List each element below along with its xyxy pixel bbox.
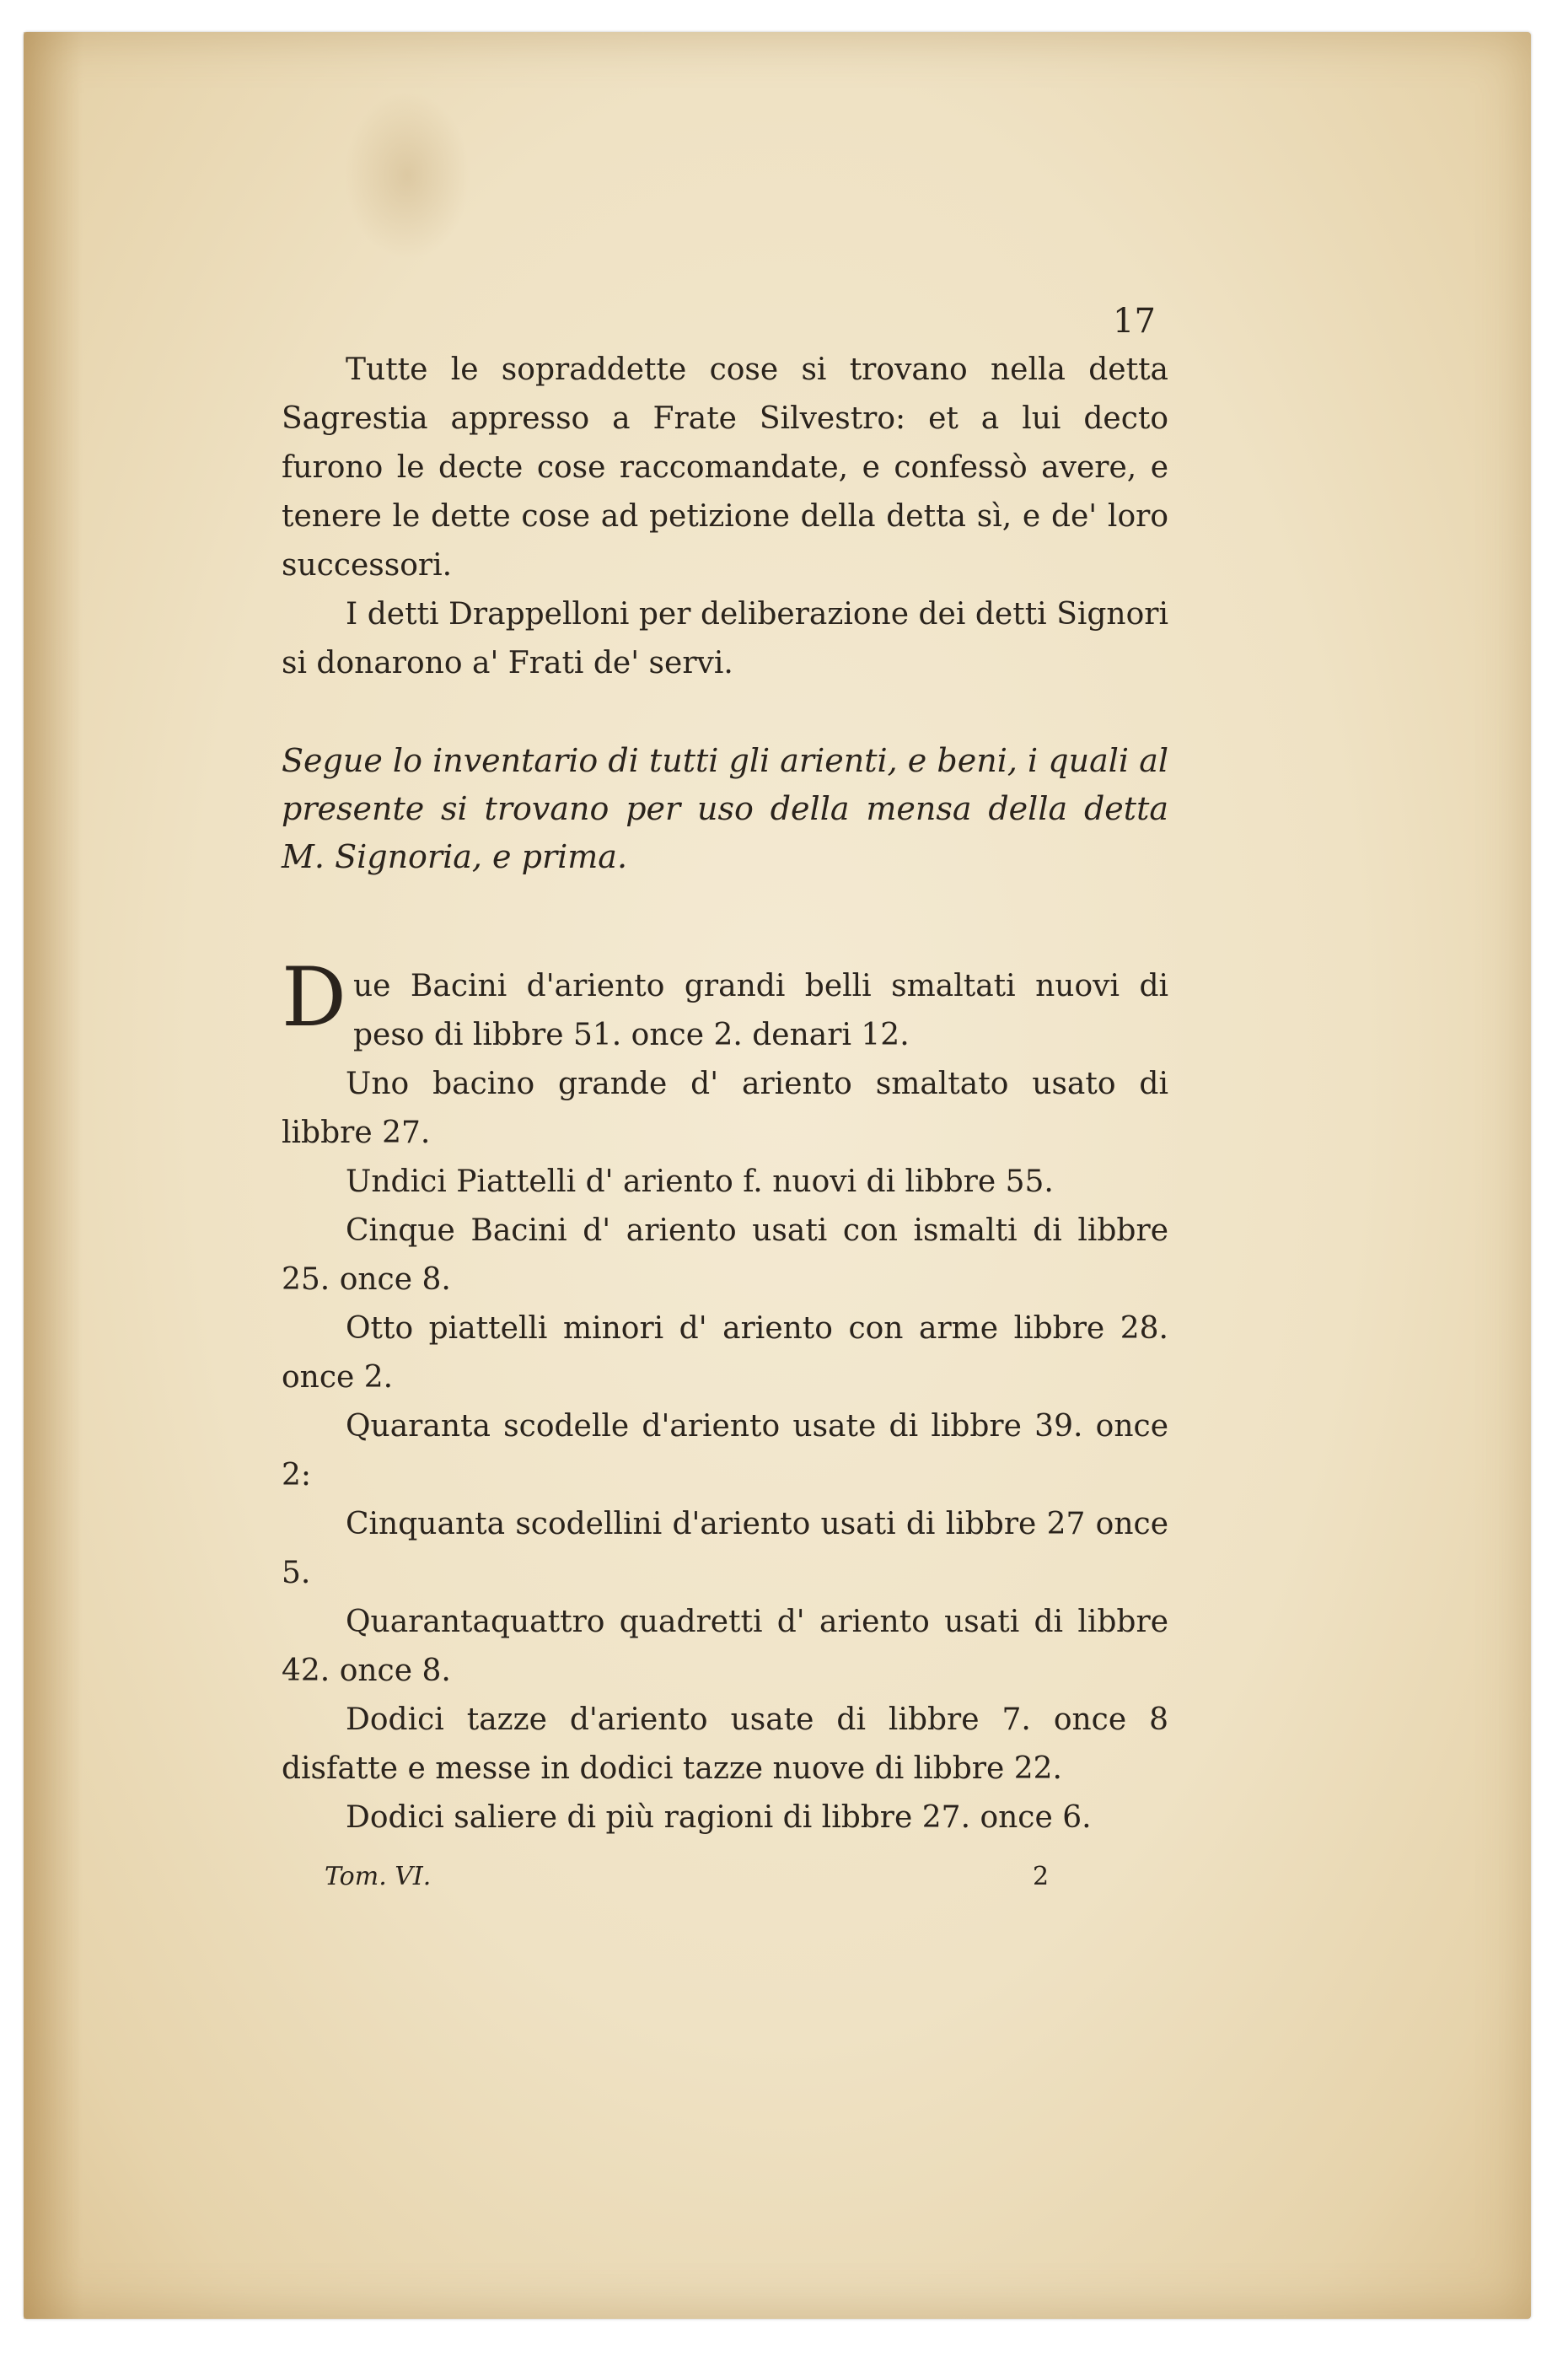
- binding-edge: [24, 32, 83, 2319]
- entry-otto-piattelli: Otto piattelli minori d' ariento con arme libbre 28. once 2.: [282, 1311, 1168, 1395]
- first-entry: [282, 950, 1168, 1060]
- page-number: 17: [1113, 302, 1156, 341]
- entry-dodici-tazze: Dodici tazze d'ariento usate di libbre 7. once 8 disfatte e messe in dodici tazze nuove di libbre 22.: [282, 1702, 1168, 1786]
- entry-cinque-bacini: Cinque Bacini d' ariento usati con ismalti di libbre 25. once 8.: [282, 1213, 1168, 1297]
- paragraph-drappelloni: I detti Drappelloni per deliberazione dei detti Signori si donarono a' Frati de' servi.: [282, 597, 1168, 680]
- footer-volume: Tom. VI.: [325, 1862, 432, 1891]
- text-block: [282, 346, 1168, 1842]
- entry-bacino-grande: Uno bacino grande d' ariento smaltato usato di libbre 27.: [282, 1067, 1168, 1150]
- entry-quadretti: Quarantaquattro quadretti d' ariento usati di libbre 42. once 8.: [282, 1605, 1168, 1688]
- first-entry-text: ue Bacini d'ariento grandi belli smaltati nuovi di peso di libbre 51. once 2. denari 12.: [352, 969, 1168, 1052]
- paper-stain: [344, 91, 470, 260]
- paragraph-sagrestia: Tutte le sopraddette cose si trovano nella detta Sagrestia appresso a Frate Silvestro: et a lui decto furono le decte cose raccomandate, e confessò avere, e tenere le dette cose ad petizione della detta sì, e de' loro successori.: [282, 352, 1168, 583]
- inventory-heading: Segue lo inventario di tutti gli arienti, e beni, i quali al presente si trovano per uso della mensa della detta M. Signoria, e prima.: [282, 742, 1168, 875]
- drop-cap: D: [282, 950, 346, 1045]
- entry-quaranta-scodelle: Quaranta scodelle d'ariento usate di libbre 39. once 2:: [282, 1409, 1168, 1492]
- entry-dodici-saliere: Dodici saliere di più ragioni di libbre 27. once 6.: [346, 1800, 1092, 1835]
- footer-signature: 2: [1033, 1862, 1050, 1891]
- entry-undici-piattelli: Undici Piattelli d' ariento f. nuovi di libbre 55.: [346, 1164, 1054, 1199]
- entry-cinquanta-scodellini: Cinquanta scodellini d'ariento usati di libbre 27 once 5.: [282, 1507, 1168, 1590]
